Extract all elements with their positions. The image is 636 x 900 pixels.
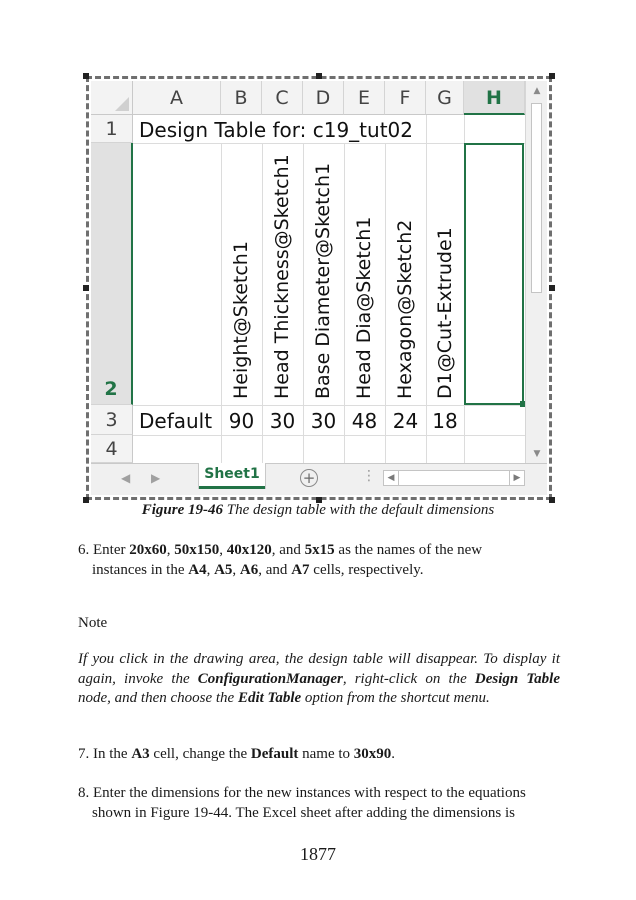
cell-reference: A7 [291,561,310,578]
scroll-down-icon[interactable]: ▼ [533,449,541,459]
resize-handle-left[interactable] [83,285,89,291]
cell-f3-value[interactable]: 24 [392,409,419,433]
column-header-h[interactable]: H [464,81,525,115]
text-run: 7. In the [78,746,132,762]
cell-reference: A6 [239,561,259,578]
step-6-continuation [78,561,560,581]
spreadsheet-grid [91,81,547,495]
text-run: 8. Enter the dimensions for the new instances with respect to the equations [78,785,526,801]
figure-caption-label: Figure 19-46 [141,502,224,518]
figure-caption [0,502,636,519]
cell-c2-header[interactable]: Head Thickness@Sketch1 [271,154,293,399]
selected-cell-h2[interactable] [464,143,524,405]
tab-next-icon[interactable]: ▶ [151,471,161,485]
text-run: node, and then choose the [78,690,238,706]
design-table-screenshot [86,76,552,500]
step-8-paragraph [78,784,560,823]
instance-name: 30x90 [353,746,392,762]
text-run: instances in the [92,561,189,578]
text-run: cell, change the [149,746,251,762]
text-run: , and [271,542,305,558]
text-run: , and [258,561,292,578]
text-run: If you click in the drawing area, the design table will disappear. To display it again, invoke the [78,651,560,687]
cell-d3-value[interactable]: 30 [310,409,337,433]
ui-term: ConfigurationManager [197,670,343,687]
sheet-tab-sheet1[interactable]: Sheet1 [199,463,265,489]
scroll-up-icon[interactable]: ▲ [533,86,541,96]
column-header-f[interactable]: F [385,81,426,115]
row-header-3[interactable]: 3 [91,405,133,435]
text-run: as the names of the new [334,542,483,558]
text-run: option from the shortcut menu. [301,690,490,706]
tab-splitter-icon[interactable]: ⋮ [362,468,376,484]
row-header-2[interactable] [91,143,133,405]
step-6-paragraph [78,541,560,580]
horizontal-scrollbar[interactable] [383,470,525,486]
column-header-e[interactable]: E [344,81,385,115]
cell-d2-header[interactable]: Base Diameter@Sketch1 [312,162,334,399]
text-run: , [232,561,240,578]
text-run: name to [298,746,354,762]
step-7-paragraph [78,745,560,765]
column-header-b[interactable]: B [221,81,262,115]
text-run: 6. Enter [78,542,130,558]
select-all-corner[interactable] [91,81,133,115]
cell-a1-title[interactable]: Design Table for: c19_tut02 [139,118,413,142]
resize-handle-right[interactable] [549,285,555,291]
plus-circle-icon[interactable]: + [300,469,318,487]
row-header-4[interactable]: 4 [91,435,133,463]
cell-e2-header[interactable]: Head Dia@Sketch1 [353,216,375,399]
scroll-right-icon[interactable]: ▶ [509,471,524,485]
ui-term: Edit Table [237,690,302,706]
step-8-continuation: shown in Figure 19-44. The Excel sheet after adding the dimensions is [92,804,515,821]
text-run: . [391,746,396,762]
cell-reference: A5 [214,561,233,578]
column-header-a[interactable]: A [133,81,221,115]
note-paragraph [78,650,560,709]
page-number: 1877 [300,844,336,864]
cell-f2-header[interactable]: Hexagon@Sketch2 [394,219,416,399]
text-run: cells, respectively. [309,561,424,578]
text-run: , [206,561,215,578]
column-header-c[interactable]: C [262,81,303,115]
scroll-left-icon[interactable]: ◀ [384,471,399,485]
text-run: , [166,542,175,558]
cell-reference: A4 [188,561,207,578]
instance-name: 50x150 [174,542,220,558]
instance-name: 20x60 [129,542,167,558]
column-header-g[interactable]: G [426,81,464,115]
cell-b3-value[interactable]: 90 [228,409,255,433]
vertical-scrollbar[interactable] [525,81,547,463]
sheet-tab-bar [91,463,547,495]
row-header-2-label: 2 [104,378,118,400]
resize-handle-top[interactable] [316,73,322,79]
cell-g3-value[interactable]: 18 [432,409,458,433]
cell-reference: A3 [131,746,150,762]
text-run: , right-click on the [342,670,475,687]
cell-b2-header[interactable]: Height@Sketch1 [230,241,252,399]
cell-a3-instance[interactable]: Default [139,409,213,433]
vertical-scroll-thumb[interactable] [531,103,542,293]
cell-e3-value[interactable]: 48 [351,409,378,433]
resize-handle-top-right[interactable] [549,73,555,79]
instance-name: Default [250,746,299,762]
instance-name: 5x15 [304,542,335,558]
row-header-1[interactable]: 1 [91,115,133,143]
instance-name: 40x120 [226,542,272,558]
cell-g2-header[interactable]: D1@Cut-Extrude1 [434,227,456,399]
note-heading: Note [78,615,108,631]
figure-caption-text: The design table with the default dimensions [223,502,495,518]
ui-term: Design Table [474,670,560,687]
text-run: , [219,542,227,558]
column-header-d[interactable]: D [303,81,344,115]
tab-prev-icon[interactable]: ◀ [121,471,131,485]
cell-c3-value[interactable]: 30 [269,409,296,433]
resize-handle-top-left[interactable] [83,73,89,79]
